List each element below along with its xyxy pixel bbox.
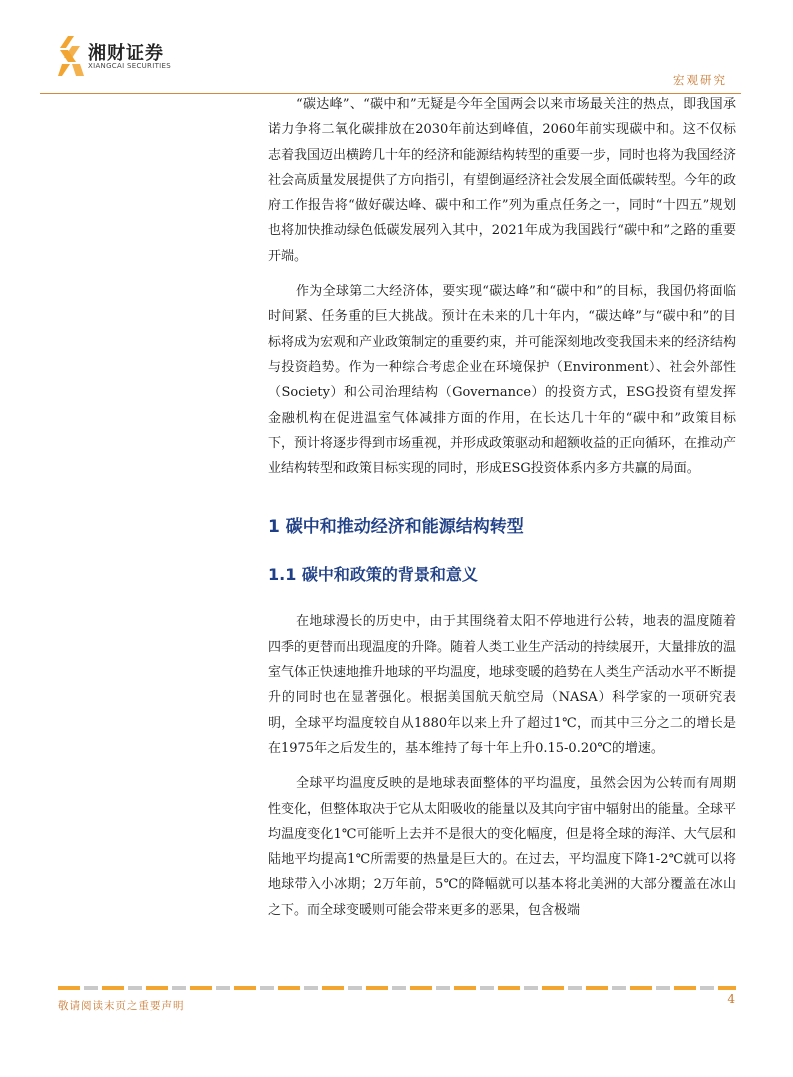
disclaimer-note: 敬请阅读末页之重要声明 — [58, 1000, 185, 1012]
paragraph-intro-1: “碳达峰”、“碳中和”无疑是今年全国两会以来市场最关注的热点，即我国承诺力争将二氧化碳排放在2030年前达到峰值，2060年前实现碳中和。这不仅标志着我国迈出横跨几十年的经济和能源结构转型的重要一步，同时也将为我国经济社会高质量发展提供了方向指引，有望倒逼经济社会发展全面低碳转型。今年的政府工作报告将“做好碳达峰、碳中和工作”列为重点任务之一，同时“十四五”规划也将加快推动绿色低碳发展列入其中，2021年成为我国践行“碳中和”之路的重要开端。 — [268, 97, 737, 264]
main-content — [268, 92, 736, 933]
paragraph-section-2: 全球平均温度反映的是地球表面整体的平均温度，虽然会因为公转而有周期性变化，但整体取决于它从太阳吸收的能量以及其向宇宙中辐射出的能量。全球平均温度变化1℃可能听上去并不是很大的变化幅度，但是将全球的海洋、大气层和陆地平均提高1℃所需要的热量是巨大的。在过去，平均温度下降1-2℃就可以将地球带入小冰期；2万年前，5℃的降幅就可以基本将北美洲的大部分覆盖在冰山之下。而全球变暖则可能会带来更多的恶果，包含极端 — [268, 776, 737, 918]
logo-text-en: XIANGCAI SECURITIES — [88, 62, 171, 70]
page-header — [0, 0, 793, 100]
section-label: 宏观研究 — [673, 73, 727, 87]
logo-mark-icon — [58, 36, 84, 76]
footer-divider — [58, 986, 736, 990]
paragraph-intro-2: 作为全球第二大经济体，要实现“碳达峰”和“碳中和”的目标，我国仍将面临时间紧、任务重的巨大挑战。预计在未来的几十年内，“碳达峰”与“碳中和”的目标将成为宏观和产业政策制定的重要约束，并可能深刻地改变我国未来的经济结构与投资趋势。作为一种综合考虑企业在环境保护（Environment）、社会外部性（Society）和公司治理结构（Governance）的投资方式，ESG投资有望发挥金融机构在促进温室气体减排方面的作用，在长达几十年的“碳中和”政策目标下，预计将逐步得到市场重视，并形成政策驱动和超额收益的正向循环，在推动产业结构转型和政策目标实现的同时，形成ESG投资体系内多方共赢的局面。 — [268, 284, 737, 477]
company-logo — [58, 36, 178, 76]
paragraph-section-1: 在地球漫长的历史中，由于其围绕着太阳不停地进行公转，地表的温度随着四季的更替而出现温度的升降。随着人类工业生产活动的持续展开，大量排放的温室气体正快速地推升地球的平均温度，地球变暖的趋势在人类生产活动水平不断提升的同时也在显著强化。根据美国航天航空局（NASA）科学家的一项研究表明，全球平均温度较自从1880年以来上升了超过1℃，而其中三分之二的增长是在1975年之后发生的，基本维持了每十年上升0.15-0.20℃的增速。 — [268, 614, 737, 756]
section-heading: 1 碳中和推动经济和能源结构转型 — [268, 517, 524, 538]
page-number: 4 — [727, 992, 735, 1006]
logo-text-cn: 湘财证券 — [88, 43, 164, 64]
subsection-heading: 1.1 碳中和政策的背景和意义 — [268, 565, 478, 585]
